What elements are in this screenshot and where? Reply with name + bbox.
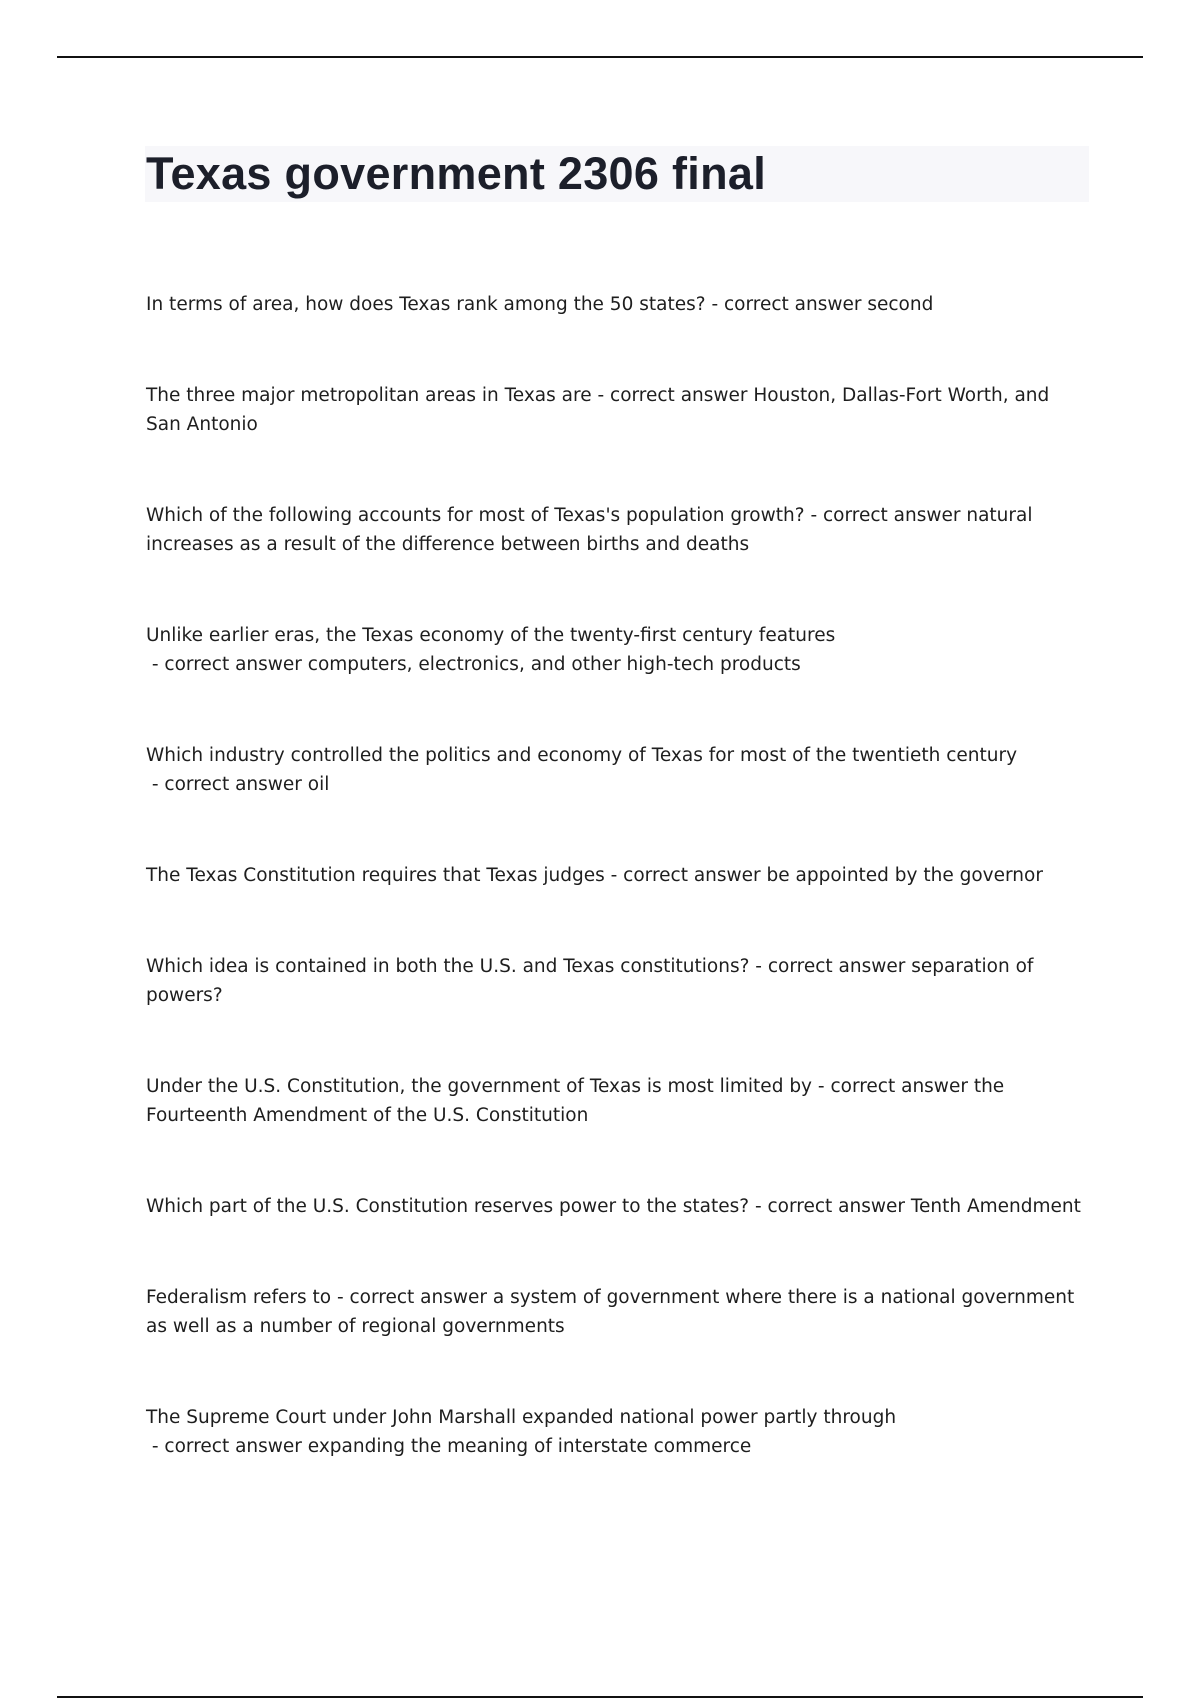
answer-separator: - correct answer	[146, 654, 308, 675]
question-text: Unlike earlier eras, the Texas economy of the twenty-first century features	[146, 625, 836, 646]
qa-item	[146, 381, 1086, 439]
answer-text: expanding the meaning of interstate commerce	[307, 1436, 752, 1457]
answer-text: computers, electronics, and other high-tech products	[307, 654, 801, 675]
page-title: Texas government 2306 final	[146, 148, 767, 199]
question-text: The Supreme Court under John Marshall expanded national power partly through	[146, 1407, 897, 1428]
answer-separator: - correct answer	[749, 956, 912, 977]
answer-separator: - correct answer	[331, 1287, 493, 1308]
answer-text: natural increases as a result of the difference between births and deaths	[146, 505, 1033, 555]
qa-list	[146, 290, 1086, 1523]
question-text: Under the U.S. Constitution, the government of Texas is most limited by	[146, 1076, 813, 1097]
question-text: In terms of area, how does Texas rank among the 50 states?	[146, 294, 706, 315]
qa-item	[146, 1403, 1086, 1461]
answer-separator: - correct answer	[804, 505, 967, 526]
qa-item	[146, 952, 1086, 1010]
answer-text: be appointed by the governor	[766, 865, 1043, 886]
question-text: Which of the following accounts for most of Texas's population growth?	[146, 505, 805, 526]
qa-item	[146, 501, 1086, 559]
qa-item	[146, 741, 1086, 799]
qa-item	[146, 1283, 1086, 1341]
question-text: Which idea is contained in both the U.S. and Texas constitutions?	[146, 956, 750, 977]
answer-text: Tenth Amendment	[910, 1196, 1081, 1217]
top-divider	[57, 56, 1143, 58]
answer-separator: - correct answer	[146, 1436, 308, 1457]
answer-separator: - correct answer	[591, 385, 754, 406]
qa-item	[146, 861, 1086, 890]
qa-item	[146, 1072, 1086, 1130]
question-text: Federalism refers to	[146, 1287, 332, 1308]
bottom-divider	[57, 1696, 1143, 1698]
qa-item	[146, 1192, 1086, 1221]
answer-separator: - correct answer	[604, 865, 767, 886]
answer-text: the Fourteenth Amendment of the U.S. Constitution	[146, 1076, 1005, 1126]
answer-text: oil	[307, 774, 330, 795]
question-text: The Texas Constitution requires that Texas judges	[146, 865, 605, 886]
answer-text: separation of powers?	[146, 956, 1034, 1006]
answer-text: Houston, Dallas-Fort Worth, and San Antonio	[146, 385, 1050, 435]
answer-separator: - correct answer	[705, 294, 868, 315]
question-text: Which industry controlled the politics and economy of Texas for most of the twentieth century	[146, 745, 1018, 766]
answer-separator: - correct answer	[146, 774, 308, 795]
question-text: Which part of the U.S. Constitution reserves power to the states?	[146, 1196, 750, 1217]
qa-item	[146, 290, 1086, 319]
answer-text: second	[867, 294, 934, 315]
answer-separator: - correct answer	[749, 1196, 911, 1217]
qa-item	[146, 621, 1086, 679]
question-text: The three major metropolitan areas in Texas are	[146, 385, 592, 406]
answer-text: a system of government where there is a national government as well as a number of regional governments	[146, 1287, 1075, 1337]
answer-separator: - correct answer	[812, 1076, 974, 1097]
